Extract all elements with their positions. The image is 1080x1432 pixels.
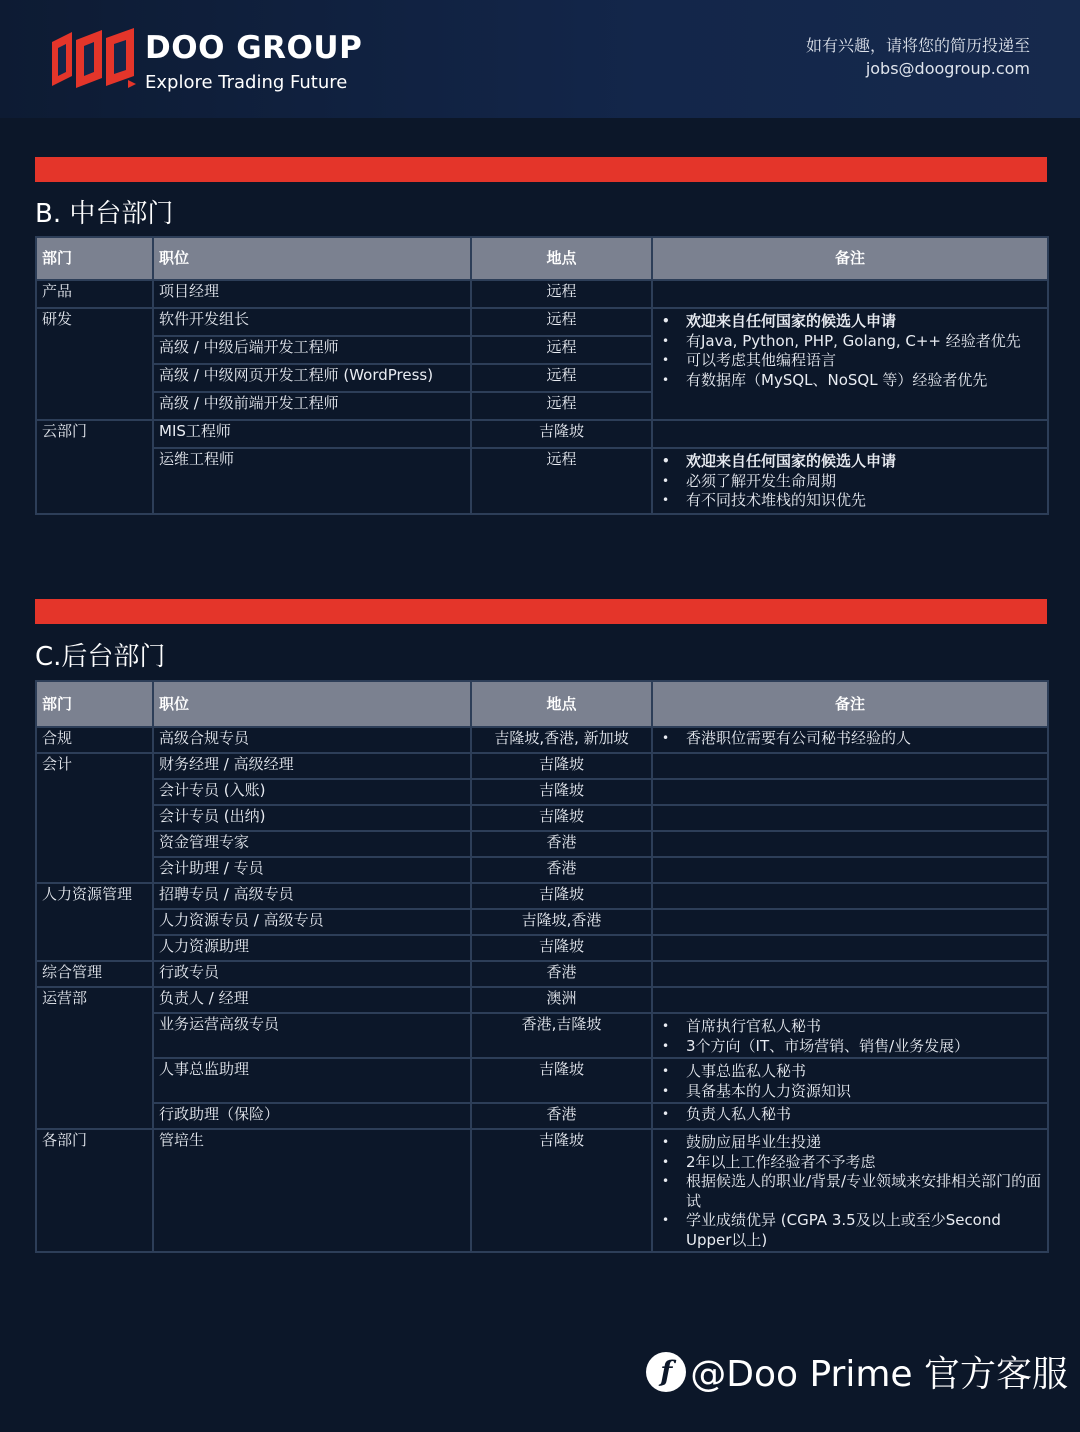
notes-cell — [652, 1013, 1048, 1058]
notes-cell — [652, 280, 1048, 308]
table-row — [36, 909, 1048, 935]
position-cell: 财务经理 / 高级经理 — [153, 753, 471, 779]
table-row — [36, 448, 1048, 514]
position-cell: 管培生 — [153, 1129, 471, 1252]
notes-list — [658, 1105, 1042, 1125]
list-item: • 负责人私人秘书 — [658, 1105, 1042, 1125]
notes-list — [658, 729, 1042, 749]
location-cell: 澳洲 — [471, 987, 652, 1013]
list-item: • 欢迎来自任何国家的候选人申请 — [658, 312, 1042, 332]
weibo-logo-icon: f — [646, 1352, 686, 1392]
table-row — [36, 308, 1048, 336]
position-cell: 业务运营高级专员 — [153, 1013, 471, 1058]
location-cell: 远程 — [471, 308, 652, 336]
contact-info — [806, 34, 1030, 80]
position-cell: 高级 / 中级网页开发工程师 (WordPress) — [153, 364, 471, 392]
section-b-red-bar — [35, 157, 1047, 182]
dept-cell: 运营部 — [36, 987, 153, 1129]
position-cell: 行政助理（保险） — [153, 1103, 471, 1129]
list-item: • 3个方向（IT、市场营销、销售/业务发展） — [658, 1037, 1042, 1057]
list-item: • 可以考虑其他编程语言 — [658, 351, 1042, 371]
position-cell: 会计专员 (入账) — [153, 779, 471, 805]
contact-email[interactable]: jobs@doogroup.com — [865, 59, 1030, 78]
dept-cell: 各部门 — [36, 1129, 153, 1252]
notes-list — [658, 1015, 1042, 1056]
position-cell: 高级 / 中级前端开发工程师 — [153, 392, 471, 420]
notes-cell — [652, 857, 1048, 883]
table-row — [36, 420, 1048, 448]
location-cell: 香港,吉隆坡 — [471, 1013, 652, 1058]
notes-cell — [652, 779, 1048, 805]
dept-cell: 综合管理 — [36, 961, 153, 987]
list-item: • 首席执行官私人秘书 — [658, 1017, 1042, 1037]
table-row — [36, 1058, 1048, 1103]
location-cell: 香港 — [471, 961, 652, 987]
location-cell: 远程 — [471, 392, 652, 420]
dept-cell: 人力资源管理 — [36, 883, 153, 961]
position-cell: 人力资源专员 / 高级专员 — [153, 909, 471, 935]
table-row — [36, 831, 1048, 857]
list-item: • 香港职位需要有公司秘书经验的人 — [658, 729, 1042, 749]
list-item: • 学业成绩优异 (CGPA 3.5及以上或至少Second Upper以上) — [658, 1211, 1042, 1250]
notes-list — [658, 1060, 1042, 1101]
notes-list — [658, 450, 1042, 511]
table-header-row — [36, 237, 1048, 280]
location-cell: 吉隆坡 — [471, 1129, 652, 1252]
col-header-notes: 备注 — [652, 237, 1048, 280]
position-cell: 人力资源助理 — [153, 935, 471, 961]
col-header-location: 地点 — [471, 237, 652, 280]
position-cell: 运维工程师 — [153, 448, 471, 514]
position-cell: 招聘专员 / 高级专员 — [153, 883, 471, 909]
location-cell: 远程 — [471, 448, 652, 514]
table-row — [36, 1129, 1048, 1252]
notes-cell — [652, 308, 1048, 420]
location-cell: 远程 — [471, 280, 652, 308]
brand-tagline: Explore Trading Future — [145, 72, 348, 93]
notes-cell — [652, 831, 1048, 857]
position-cell: 高级合规专员 — [153, 727, 471, 753]
list-item: • 有数据库（MySQL、NoSQL 等）经验者优先 — [658, 371, 1042, 391]
location-cell: 吉隆坡 — [471, 935, 652, 961]
notes-list — [658, 310, 1042, 390]
position-cell: 资金管理专家 — [153, 831, 471, 857]
dept-cell: 会计 — [36, 753, 153, 883]
section-b-title: B. 中台部门 — [35, 199, 174, 229]
notes-cell — [652, 935, 1048, 961]
dept-cell: 产品 — [36, 280, 153, 308]
table-row — [36, 935, 1048, 961]
position-cell: 会计助理 / 专员 — [153, 857, 471, 883]
list-item: • 人事总监私人秘书 — [658, 1062, 1042, 1082]
list-item: • 必须了解开发生命周期 — [658, 472, 1042, 492]
notes-list — [658, 1131, 1042, 1250]
dept-cell: 合规 — [36, 727, 153, 753]
notes-cell — [652, 753, 1048, 779]
table-row — [36, 883, 1048, 909]
notes-cell — [652, 961, 1048, 987]
list-item: • 根据候选人的职业/背景/专业领域来安排相关部门的面试 — [658, 1172, 1042, 1211]
table-row — [36, 987, 1048, 1013]
notes-cell — [652, 1103, 1048, 1129]
watermark-text: @Doo Prime 官方客服 — [690, 1354, 1068, 1395]
list-item: • 有不同技术堆栈的知识优先 — [658, 491, 1042, 511]
list-item: • 具备基本的人力资源知识 — [658, 1082, 1042, 1102]
location-cell: 吉隆坡 — [471, 779, 652, 805]
section-c-title: C.后台部门 — [35, 642, 166, 672]
table-row — [36, 857, 1048, 883]
dept-cell: 云部门 — [36, 420, 153, 514]
notes-cell — [652, 883, 1048, 909]
position-cell: 负责人 / 经理 — [153, 987, 471, 1013]
location-cell: 吉隆坡,香港, 新加坡 — [471, 727, 652, 753]
col-header-position: 职位 — [153, 237, 471, 280]
location-cell: 香港 — [471, 857, 652, 883]
location-cell: 吉隆坡 — [471, 805, 652, 831]
position-cell: 行政专员 — [153, 961, 471, 987]
page-header — [0, 0, 1080, 118]
section-b-table — [35, 236, 1049, 515]
table-row — [36, 1013, 1048, 1058]
position-cell: 会计专员 (出纳) — [153, 805, 471, 831]
table-row — [36, 280, 1048, 308]
table-header-row — [36, 681, 1048, 727]
col-header-notes: 备注 — [652, 681, 1048, 727]
list-item: • 2年以上工作经验者不予考虑 — [658, 1153, 1042, 1173]
col-header-dept: 部门 — [36, 681, 153, 727]
table-row — [36, 779, 1048, 805]
location-cell: 吉隆坡,香港 — [471, 909, 652, 935]
position-cell: 软件开发组长 — [153, 308, 471, 336]
notes-cell — [652, 805, 1048, 831]
doo-logo-icon — [44, 28, 136, 92]
position-cell: 人事总监助理 — [153, 1058, 471, 1103]
table-row — [36, 727, 1048, 753]
location-cell: 吉隆坡 — [471, 1058, 652, 1103]
table-row — [36, 753, 1048, 779]
contact-text: 如有兴趣，请将您的简历投递至 — [805, 36, 1030, 55]
col-header-dept: 部门 — [36, 237, 153, 280]
location-cell: 香港 — [471, 1103, 652, 1129]
position-cell: MIS工程师 — [153, 420, 471, 448]
position-cell: 项目经理 — [153, 280, 471, 308]
dept-cell: 研发 — [36, 308, 153, 420]
table-row — [36, 805, 1048, 831]
list-item: • 欢迎来自任何国家的候选人申请 — [658, 452, 1042, 472]
position-cell: 高级 / 中级后端开发工程师 — [153, 336, 471, 364]
col-header-position: 职位 — [153, 681, 471, 727]
location-cell: 吉隆坡 — [471, 753, 652, 779]
notes-cell — [652, 987, 1048, 1013]
section-c-table — [35, 680, 1049, 1253]
location-cell: 吉隆坡 — [471, 883, 652, 909]
watermark — [646, 1346, 1068, 1397]
notes-cell — [652, 1058, 1048, 1103]
table-row — [36, 961, 1048, 987]
col-header-location: 地点 — [471, 681, 652, 727]
list-item: • 鼓励应届毕业生投递 — [658, 1133, 1042, 1153]
notes-cell — [652, 909, 1048, 935]
notes-cell — [652, 1129, 1048, 1252]
section-c-red-bar — [35, 599, 1047, 624]
notes-cell — [652, 727, 1048, 753]
notes-cell — [652, 448, 1048, 514]
notes-cell — [652, 420, 1048, 448]
list-item: • 有Java, Python, PHP, Golang, C++ 经验者优先 — [658, 332, 1042, 352]
location-cell: 远程 — [471, 336, 652, 364]
table-row — [36, 1103, 1048, 1129]
location-cell: 香港 — [471, 831, 652, 857]
location-cell: 吉隆坡 — [471, 420, 652, 448]
brand-name: DOO GROUP — [145, 30, 363, 66]
location-cell: 远程 — [471, 364, 652, 392]
